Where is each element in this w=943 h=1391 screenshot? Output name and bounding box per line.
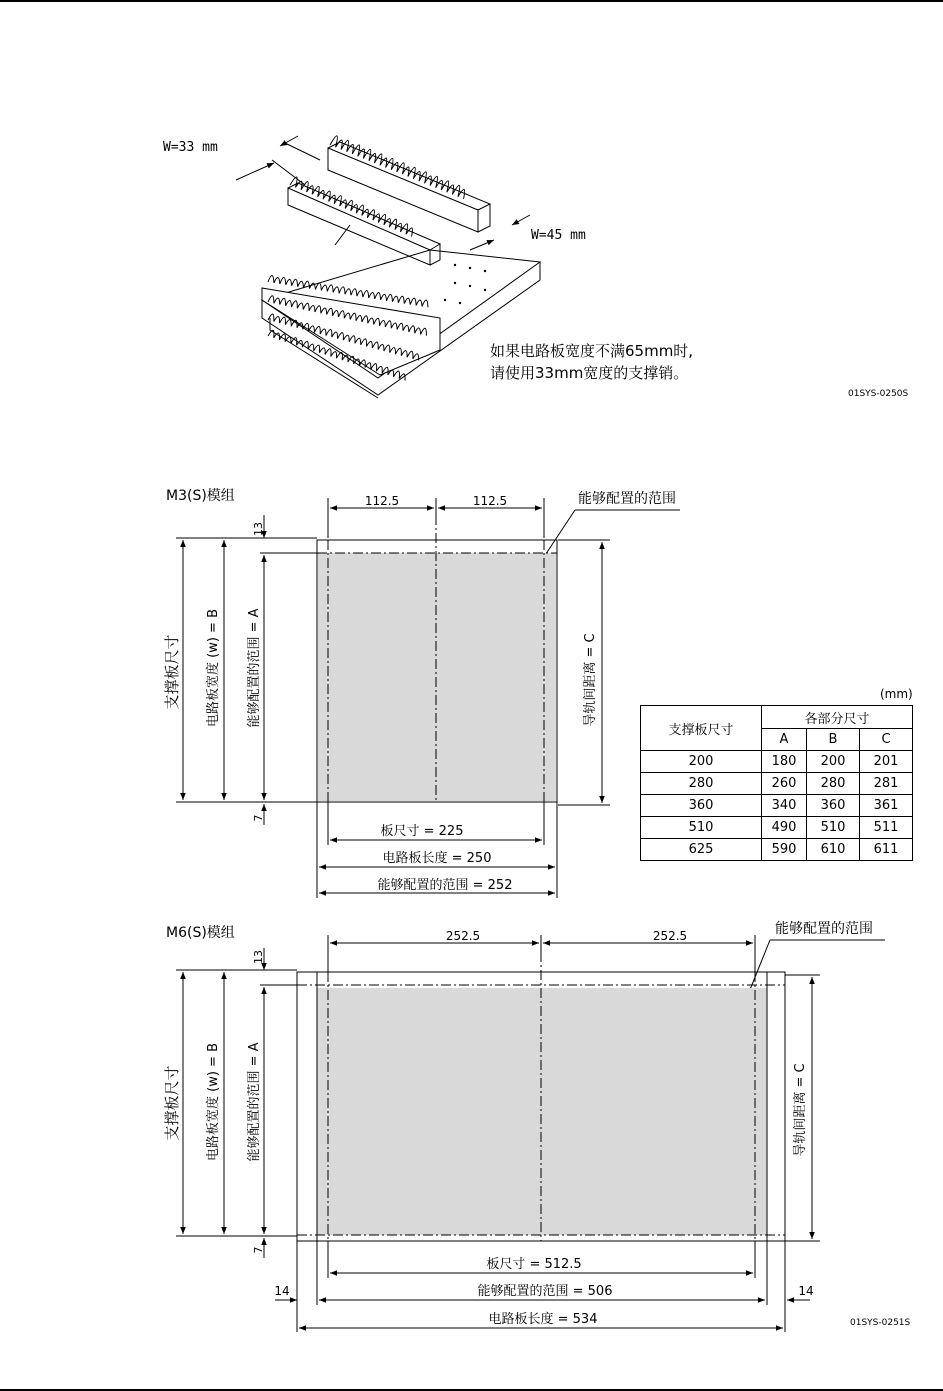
cell-size: 510 (641, 817, 762, 839)
cell-c: 611 (860, 839, 913, 861)
cell-b: 510 (807, 817, 860, 839)
table-row (641, 773, 913, 795)
m3-offset-top: 13 (252, 522, 265, 536)
figure-id-top: 01SYS-0250S (848, 389, 909, 399)
cell-a: 340 (762, 795, 807, 817)
cell-c: 361 (860, 795, 913, 817)
subheader-c: C (860, 729, 913, 751)
m6-offset-bottom: 7 (252, 1246, 265, 1254)
m6-edge-right: 14 (798, 1284, 814, 1298)
subheader-a: A (762, 729, 807, 751)
m3-board-width: 电路板宽度 (w) = B (206, 609, 221, 727)
m3-rail-distance: 导轨间距离 = C (583, 633, 598, 727)
m6-rail-distance: 导轨间距离 = C (793, 1063, 808, 1157)
m6-edge-left: 14 (274, 1284, 290, 1298)
m6-plate-size: 板尺寸 = 512.5 (486, 1257, 582, 1272)
figure-id-bottom: 01SYS-0251S (850, 1318, 911, 1328)
w45-label: W=45 mm (531, 228, 586, 243)
m3-dim-right: 112.5 (472, 494, 508, 508)
m6-offset-top: 13 (252, 950, 265, 964)
cell-a: 180 (762, 751, 807, 773)
cell-size: 200 (641, 751, 762, 773)
cell-b: 360 (807, 795, 860, 817)
dimension-table (640, 705, 913, 861)
m6-board-length: 电路板长度 = 534 (488, 1312, 598, 1327)
table-row (641, 795, 913, 817)
table-header-row (641, 706, 913, 729)
col-header-support-size: 支撑板尺寸 (641, 706, 762, 751)
cell-a: 490 (762, 817, 807, 839)
m6-title: M6(S)模组 (166, 925, 235, 941)
note-line-1: 如果电路板宽度不满65mm时, (490, 342, 694, 360)
m6-support-size: 支撑板尺寸 (163, 1065, 181, 1141)
m3-diagram (163, 487, 680, 898)
cell-c: 281 (860, 773, 913, 795)
m3-placeable-a: 能够配置的范围 = A (247, 608, 262, 728)
cell-b: 200 (807, 751, 860, 773)
m6-area-label: 能够配置的范围 (775, 921, 873, 937)
cell-c: 511 (860, 817, 913, 839)
table-unit: (mm) (880, 687, 913, 701)
m6-dim-right: 252.5 (652, 929, 688, 943)
note-line-2: 请使用33mm宽度的支撑销。 (490, 364, 689, 382)
w33-label: W=33 mm (163, 140, 218, 155)
cell-a: 260 (762, 773, 807, 795)
table-row (641, 839, 913, 861)
m6-placeable-a: 能够配置的范围 = A (247, 1042, 262, 1162)
table-row (641, 817, 913, 839)
m3-placeable-length: 能够配置的范围 = 252 (377, 878, 513, 893)
m3-area-label: 能够配置的范围 (578, 491, 676, 507)
cell-size: 625 (641, 839, 762, 861)
cell-size: 360 (641, 795, 762, 817)
m6-board-width: 电路板宽度 (w) = B (206, 1043, 221, 1161)
cell-b: 610 (807, 839, 860, 861)
table-row (641, 751, 913, 773)
m3-plate-size: 板尺寸 = 225 (380, 824, 464, 839)
m3-board-length: 电路板长度 = 250 (382, 851, 492, 866)
m3-offset-bottom: 7 (252, 814, 265, 822)
cell-c: 201 (860, 751, 913, 773)
cell-b: 280 (807, 773, 860, 795)
m3-support-size: 支撑板尺寸 (163, 634, 181, 710)
m3-dim-left: 112.5 (364, 494, 400, 508)
cell-a: 590 (762, 839, 807, 861)
cell-size: 280 (641, 773, 762, 795)
m3-title: M3(S)模组 (166, 488, 235, 504)
m6-diagram (163, 920, 911, 1332)
group-header-parts: 各部分尺寸 (762, 706, 913, 729)
subheader-b: B (807, 729, 860, 751)
m6-dim-left: 252.5 (445, 929, 481, 943)
m6-placeable-length: 能够配置的范围 = 506 (477, 1284, 613, 1299)
